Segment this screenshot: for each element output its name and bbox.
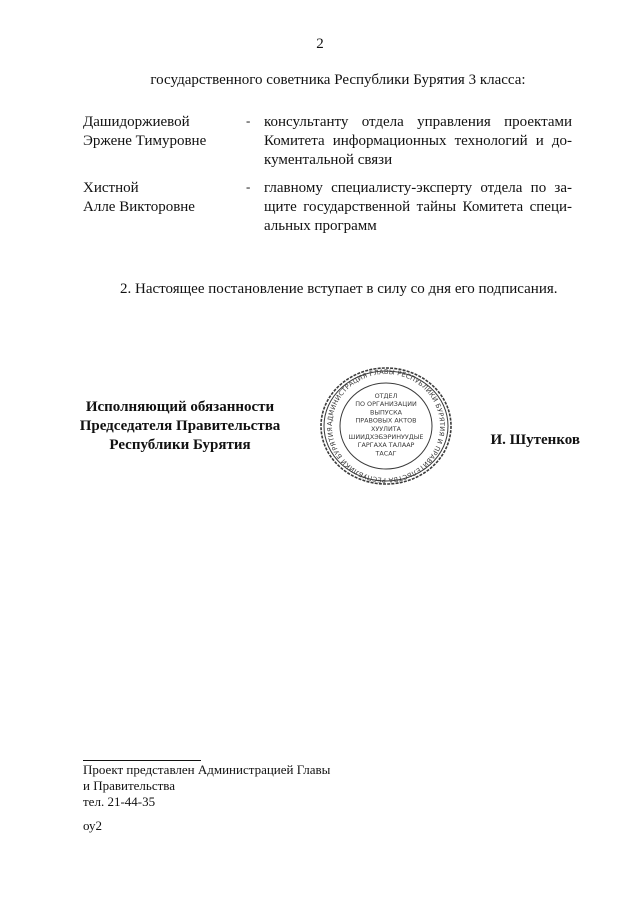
footnote-line: Проект представлен Администрацией Главы	[83, 762, 331, 777]
signatory-title	[70, 398, 290, 455]
appointee-name	[83, 179, 233, 217]
position-line: Комитета информационных технологий и до-	[264, 133, 572, 149]
seal-stamp-icon	[316, 366, 456, 486]
seal-center-line: ОТДЕЛ	[374, 392, 398, 400]
footnote-divider	[83, 760, 201, 761]
seal-center-line: ХУУЛИТА	[370, 424, 402, 433]
svg-text:АДМИНИСТРАЦИЯ ГЛАВЫ РЕСПУБЛИКИ: АДМИНИСТРАЦИЯ ГЛАВЫ РЕСПУБЛИКИ БУРЯТИЯ И ПРАВИТЕЛЬСТВА РЕСПУБЛИКИ БУРЯТИЯ	[325, 367, 447, 485]
official-seal	[316, 366, 456, 486]
position-line: консультанту отдела управления проектами	[264, 114, 572, 130]
position-line: щите государственной тайны Комитета специ-	[264, 199, 572, 215]
separator-dash: -	[246, 113, 251, 128]
seal-center-line: ВЫПУСКА	[369, 408, 403, 417]
seal-center-line: ПРАВОВЫХ АКТОВ	[355, 416, 417, 425]
footnote-line: и Правительства	[83, 778, 176, 793]
appointee-name-line: Хистной	[83, 180, 139, 196]
page-number: 2	[316, 36, 324, 52]
seal-center-line: ШИИДХЭБЭРИНУУДЫЕ	[348, 433, 424, 441]
position-description	[264, 113, 572, 170]
seal-center-line: ТАСАГ	[375, 449, 397, 458]
signatory-title-line: Республики Бурятия	[109, 437, 251, 453]
position-line: главному специалисту-эксперту отдела по за-	[264, 180, 572, 196]
position-description	[264, 179, 572, 236]
appointee-name-line: Алле Викторовне	[83, 199, 195, 215]
clause-2-text: 2. Настоящее постановление вступает в силу со дня его подписания.	[120, 281, 558, 297]
footnote-line: тел. 21-44-35	[83, 794, 156, 809]
appointee-name-line: Эржене Тимуровне	[83, 133, 207, 149]
appointee-name-line: Дашидоржиевой	[83, 114, 190, 130]
intro-text: государственного советника Республики Бурятия 3 класса:	[150, 72, 526, 88]
seal-center-line: ГАРГАХА ТАЛААР	[357, 441, 415, 450]
position-line: кументальной связи	[264, 152, 393, 168]
appointee-name	[83, 113, 233, 151]
position-line: альных программ	[264, 218, 377, 234]
signatory-name: И. Шутенков	[490, 432, 580, 448]
separator-dash: -	[246, 179, 251, 194]
signatory-title-line: Исполняющий обязанности	[85, 399, 275, 415]
document-code: оу2	[83, 818, 103, 833]
footnote	[83, 762, 383, 810]
seal-center-line: ПО ОРГАНИЗАЦИИ	[355, 400, 417, 409]
signatory-title-line: Председателя Правительства	[79, 418, 281, 434]
